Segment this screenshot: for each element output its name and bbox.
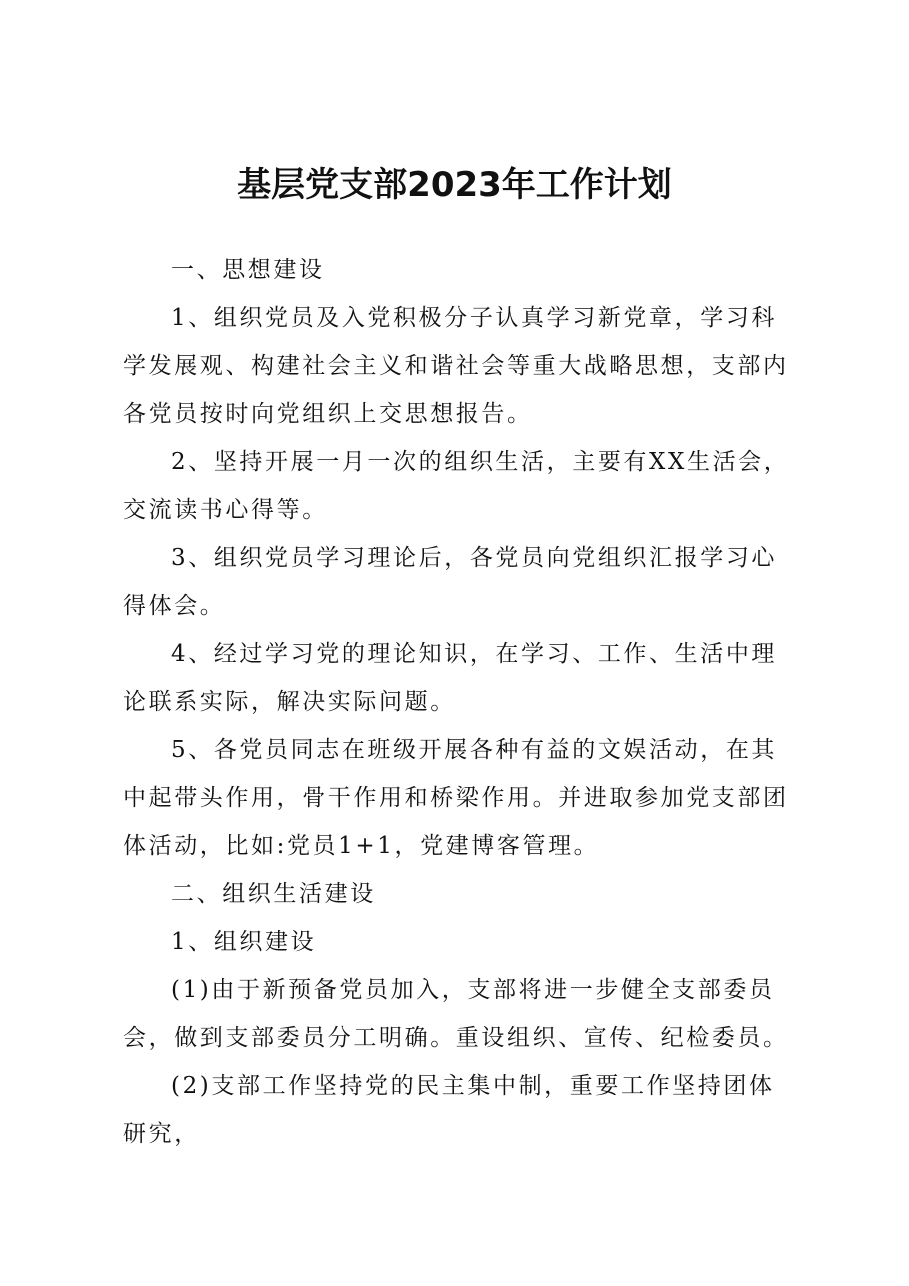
paragraph-item-2: 2、坚持开展一月一次的组织生活，主要有XX生活会，交流读书心得等。 — [123, 449, 790, 523]
paragraph-item-5: 5、各党员同志在班级开展各种有益的文娱活动，在其中起带头作用，骨干作用和桥梁作用。并进取参加党支部团体活动，比如:党员1+1，党建博客管理。 — [123, 737, 789, 859]
section-heading-ideology: 一、思想建设 — [171, 257, 325, 283]
paragraph-subitem-1: (1)由于新预备党员加入，支部将进一步健全支部委员会，做到支部委员分工明确。重设组织、宣传、纪检委员。 — [123, 977, 789, 1051]
paragraph-item-3: 3、组织党员学习理论后，各党员向党组织汇报学习心得体会。 — [123, 545, 778, 619]
paragraph-subitem-2: (2)支部工作坚持党的民主集中制，重要工作坚持团体研究， — [123, 1073, 775, 1147]
section-heading-organization-life: 二、组织生活建设 — [171, 881, 376, 907]
paragraph-item-1: 1、组织党员及入党积极分子认真学习新党章，学习科学发展观、构建社会主义和谐社会等重大战略思想，支部内各党员按时向党组织上交思想报告。 — [123, 305, 789, 427]
paragraph-item-4: 4、经过学习党的理论知识，在学习、工作、生活中理论联系实际，解决实际问题。 — [123, 641, 778, 715]
subsection-heading-organization: 1、组织建设 — [171, 929, 317, 955]
document-body — [123, 246, 799, 1158]
document-title: 基层党支部2023年工作计划 — [237, 165, 672, 205]
